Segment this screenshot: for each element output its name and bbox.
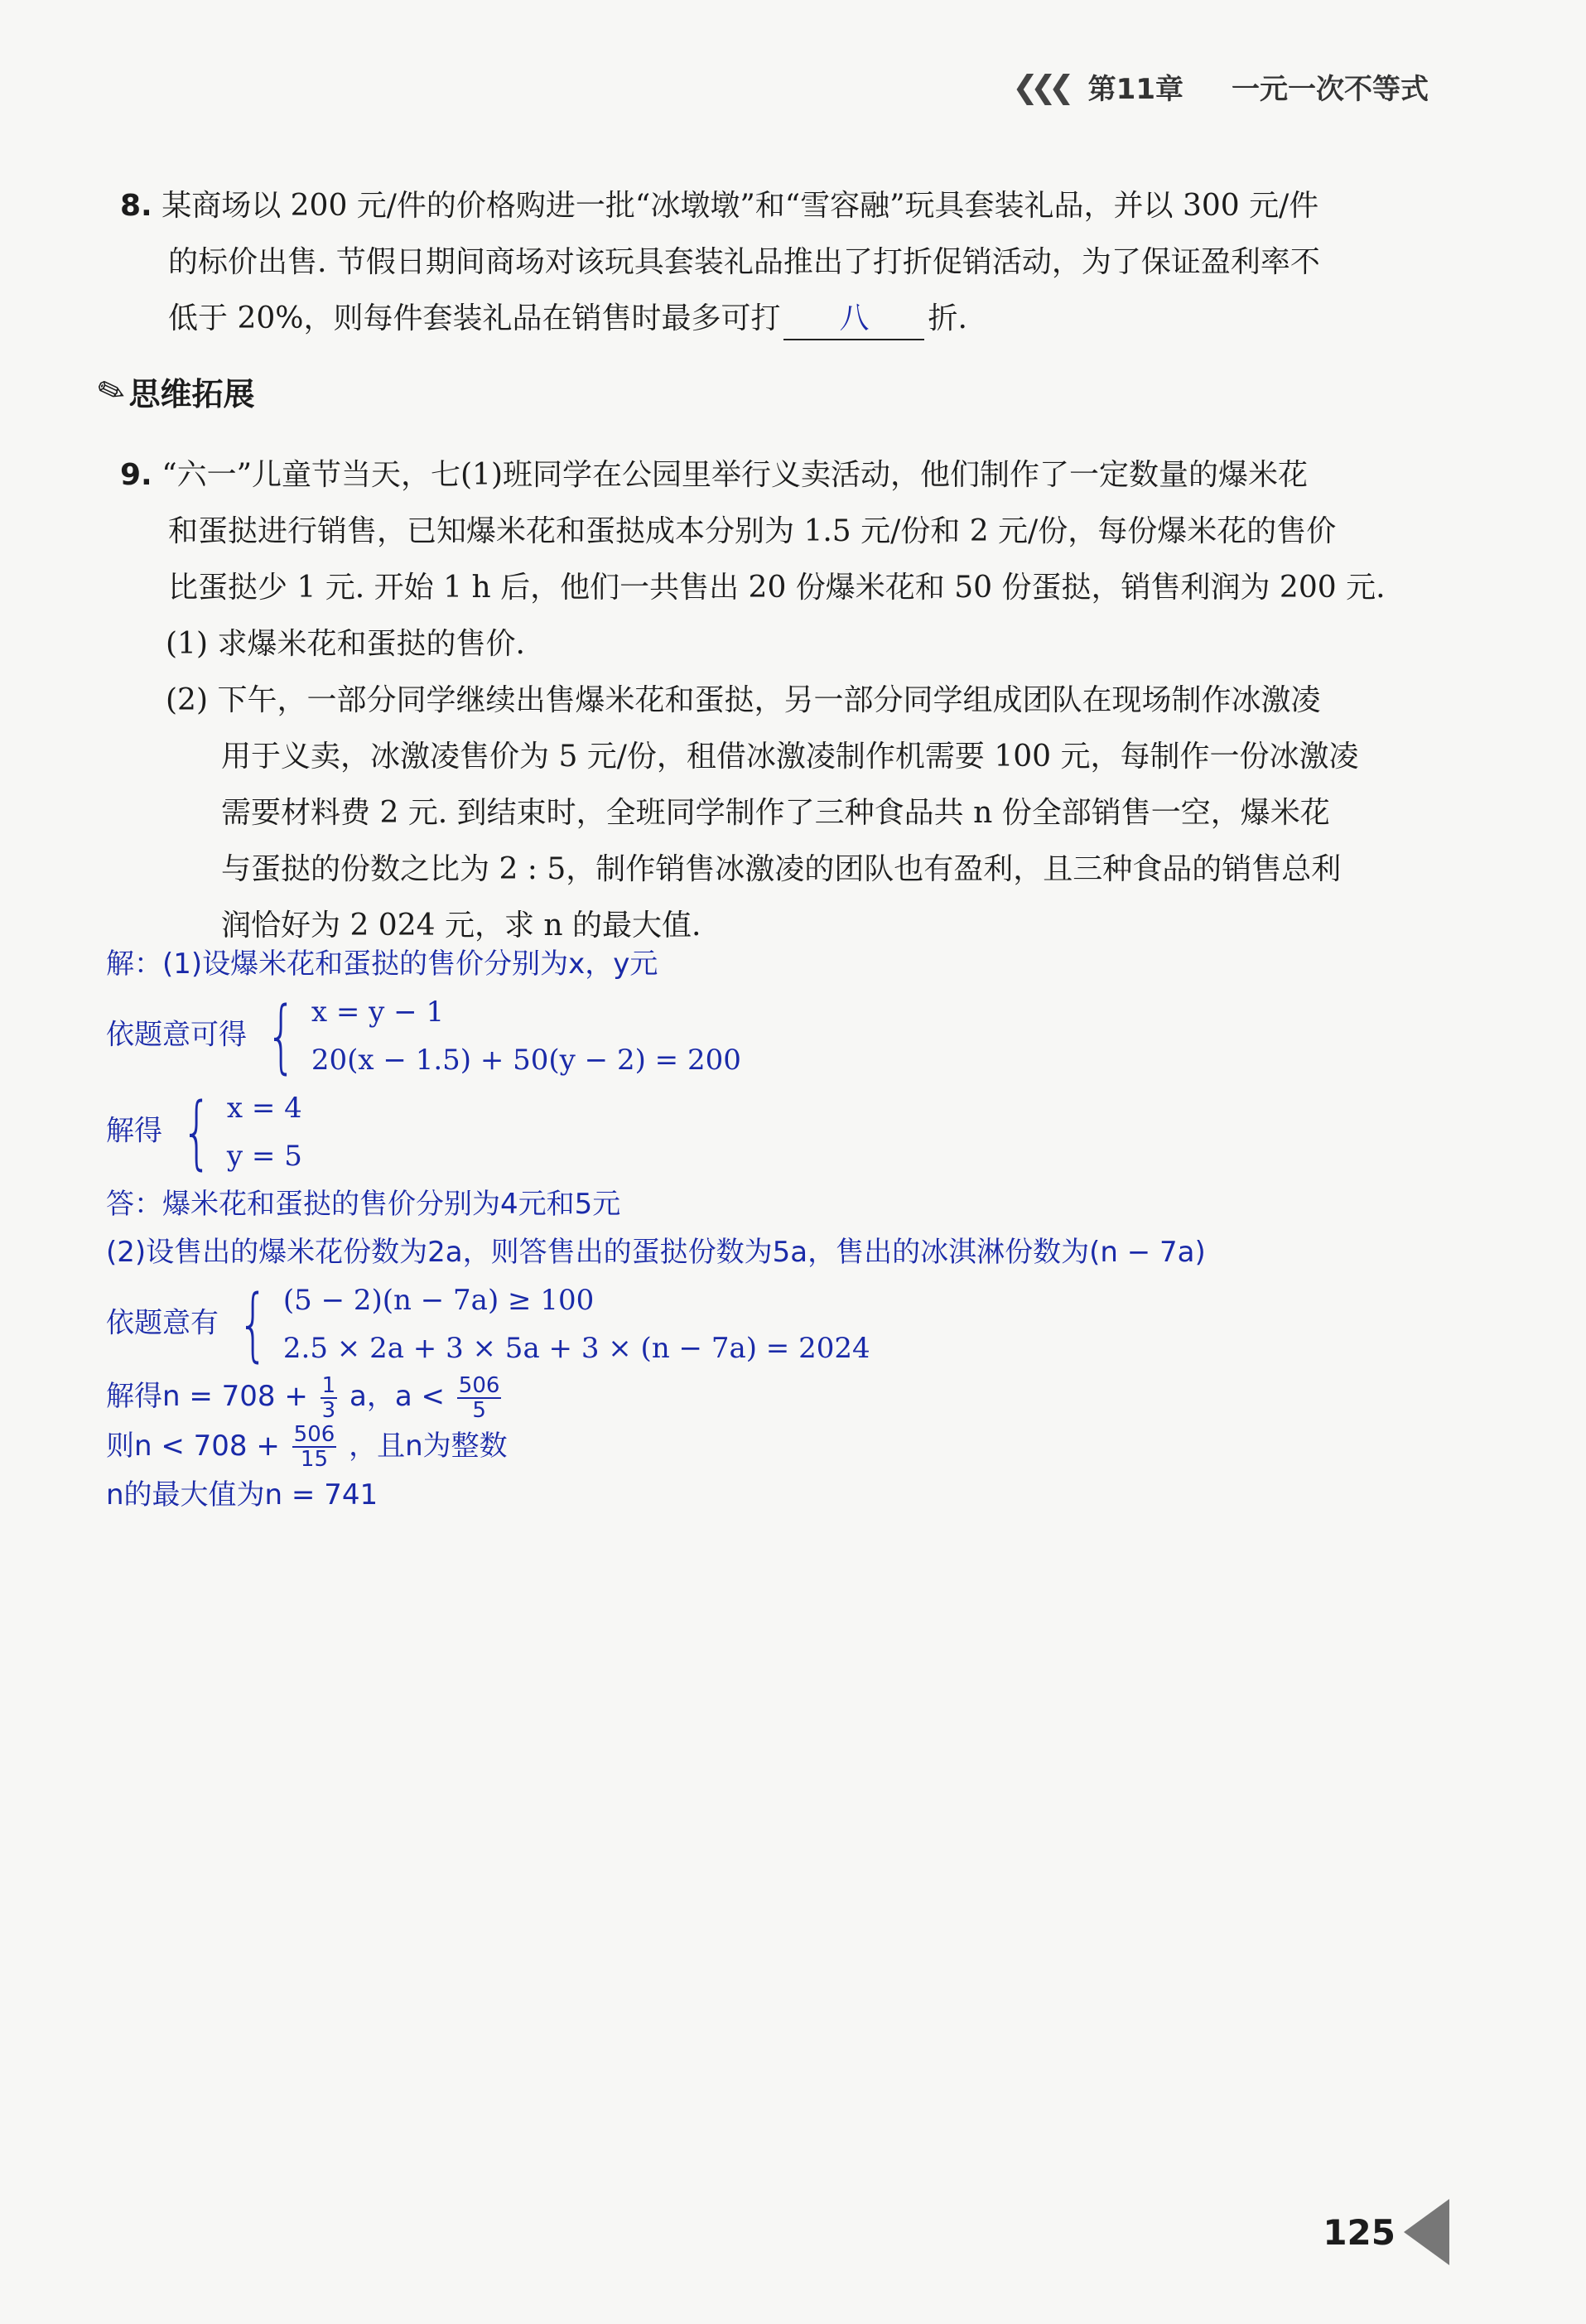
sol-line1: 解：(1)设爆米花和蛋挞的售价分别为x，y元 (106, 947, 658, 981)
q9-sub2-line4: 与蛋挞的份数之比为 2 : 5，制作销售冰激凌的团队也有盈利，且三种食品的销售总利 (221, 852, 1342, 886)
sol-line4: 答：爆米花和蛋挞的售价分别为4元和5元 (106, 1188, 621, 1221)
chapter-number: 第11章 (1087, 73, 1183, 106)
sol-line6-label: 依题意有 (106, 1306, 219, 1340)
pencil-icon: ✎ (92, 369, 132, 414)
q9-line1: “六一”儿童节当天，七(1)班同学在公园里举行义卖活动，他们制作了一定数量的爆米花 (161, 458, 1308, 492)
equation-system: { x = y − 1 20(x − 1.5) + 50(y − 2) = 200 (266, 990, 741, 1082)
q9-line2: 和蛋挞进行销售，已知爆米花和蛋挞成本分别为 1.5 元/份和 2 元/份，每份爆米花的售价 (168, 514, 1337, 548)
chapter-title: 一元一次不等式 (1232, 73, 1429, 106)
equation: x = y − 1 (311, 996, 445, 1029)
fraction-denominator: 3 (321, 1397, 336, 1423)
q8-line2: 的标价出售. 节假日期间商场对该玩具套装礼品推出了打折促销活动，为了保证盈利率不 (168, 245, 1320, 279)
question-8 (120, 178, 1437, 347)
sol-line2-label: 依题意可得 (106, 1018, 247, 1052)
section-title: 思维拓展 (128, 376, 255, 412)
q9-sub2-line5: 润恰好为 2 024 元，求 n 的最大值. (221, 909, 701, 943)
question-number: 9. (120, 458, 152, 492)
answer-blank: 八 (783, 299, 924, 340)
page-number-area (1323, 2199, 1449, 2265)
q8-line1: 某商场以 200 元/件的价格购进一批“冰墩墩”和“雪容融”玩具套装礼品，并以 300 元/件 (161, 189, 1319, 223)
chapter-header (1012, 66, 1429, 107)
q8-line3: 低于 20%，则每件套装礼品在销售时最多可打 (168, 301, 781, 335)
equation: 20(x − 1.5) + 50(y − 2) = 200 (311, 1044, 741, 1077)
fraction (457, 1374, 502, 1422)
section-heading (92, 369, 255, 414)
fraction-numerator: 1 (321, 1372, 336, 1398)
fraction-denominator: 15 (300, 1447, 329, 1472)
sol-line8-start: 则n < 708 + (106, 1429, 280, 1463)
q9-sub2-line1: (2) 下午，一部分同学继续出售爆米花和蛋挞，另一部分同学组成团队在现场制作冰激凌 (166, 683, 1321, 717)
fraction (292, 1423, 337, 1471)
sol-line5: (2)设售出的爆米花份数为2a，则答售出的蛋挞份数为5a，售出的冰淇淋份数为(n − 7a) (106, 1236, 1206, 1269)
sol-line8-end: ，且n为整数 (349, 1429, 508, 1463)
handwritten-solution (106, 940, 1514, 1519)
page-number: 125 (1323, 2211, 1396, 2253)
fraction (321, 1374, 338, 1422)
fraction-numerator: 506 (293, 1422, 335, 1447)
equation-system: { x = 4 y = 5 (181, 1086, 302, 1179)
q8-line3-end: 折. (928, 301, 967, 335)
equation-system: { (5 − 2)(n − 7a) ≥ 100 2.5 × 2a + 3 × 5a + 3 × (n − 7a) = 2024 (238, 1278, 870, 1371)
sol-line7-mid: a，a < (349, 1380, 445, 1413)
q9-line3: 比蛋挞少 1 元. 开始 1 h 后，他们一共售出 20 份爆米花和 50 份蛋挞，销售利润为 200 元. (168, 571, 1386, 605)
q9-sub2-line3: 需要材料费 2 元. 到结束时，全班同学制作了三种食品共 n 份全部销售一空，爆米花 (221, 796, 1330, 830)
equation: x = 4 (226, 1092, 302, 1125)
q9-sub2-line2: 用于义卖，冰激凌售价为 5 元/份，租借冰激凌制作机需要 100 元，每制作一份冰激凌 (221, 740, 1359, 774)
q9-sub1: (1) 求爆米花和蛋挞的售价. (166, 627, 525, 661)
page-triangle-icon (1404, 2199, 1449, 2265)
question-number: 8. (120, 189, 152, 223)
equation: y = 5 (226, 1140, 302, 1173)
chevrons-icon: ❮❮❮ (1012, 68, 1067, 105)
fraction-denominator: 5 (472, 1397, 486, 1423)
equation: 2.5 × 2a + 3 × 5a + 3 × (n − 7a) = 2024 (282, 1332, 870, 1365)
sol-line7-start: 解得n = 708 + (106, 1380, 308, 1413)
sol-line3-label: 解得 (106, 1114, 162, 1148)
equation: (5 − 2)(n − 7a) ≥ 100 (282, 1284, 595, 1317)
question-9 (120, 447, 1437, 954)
sol-line9: n的最大值为n = 741 (106, 1478, 378, 1512)
fraction-numerator: 506 (458, 1372, 500, 1398)
